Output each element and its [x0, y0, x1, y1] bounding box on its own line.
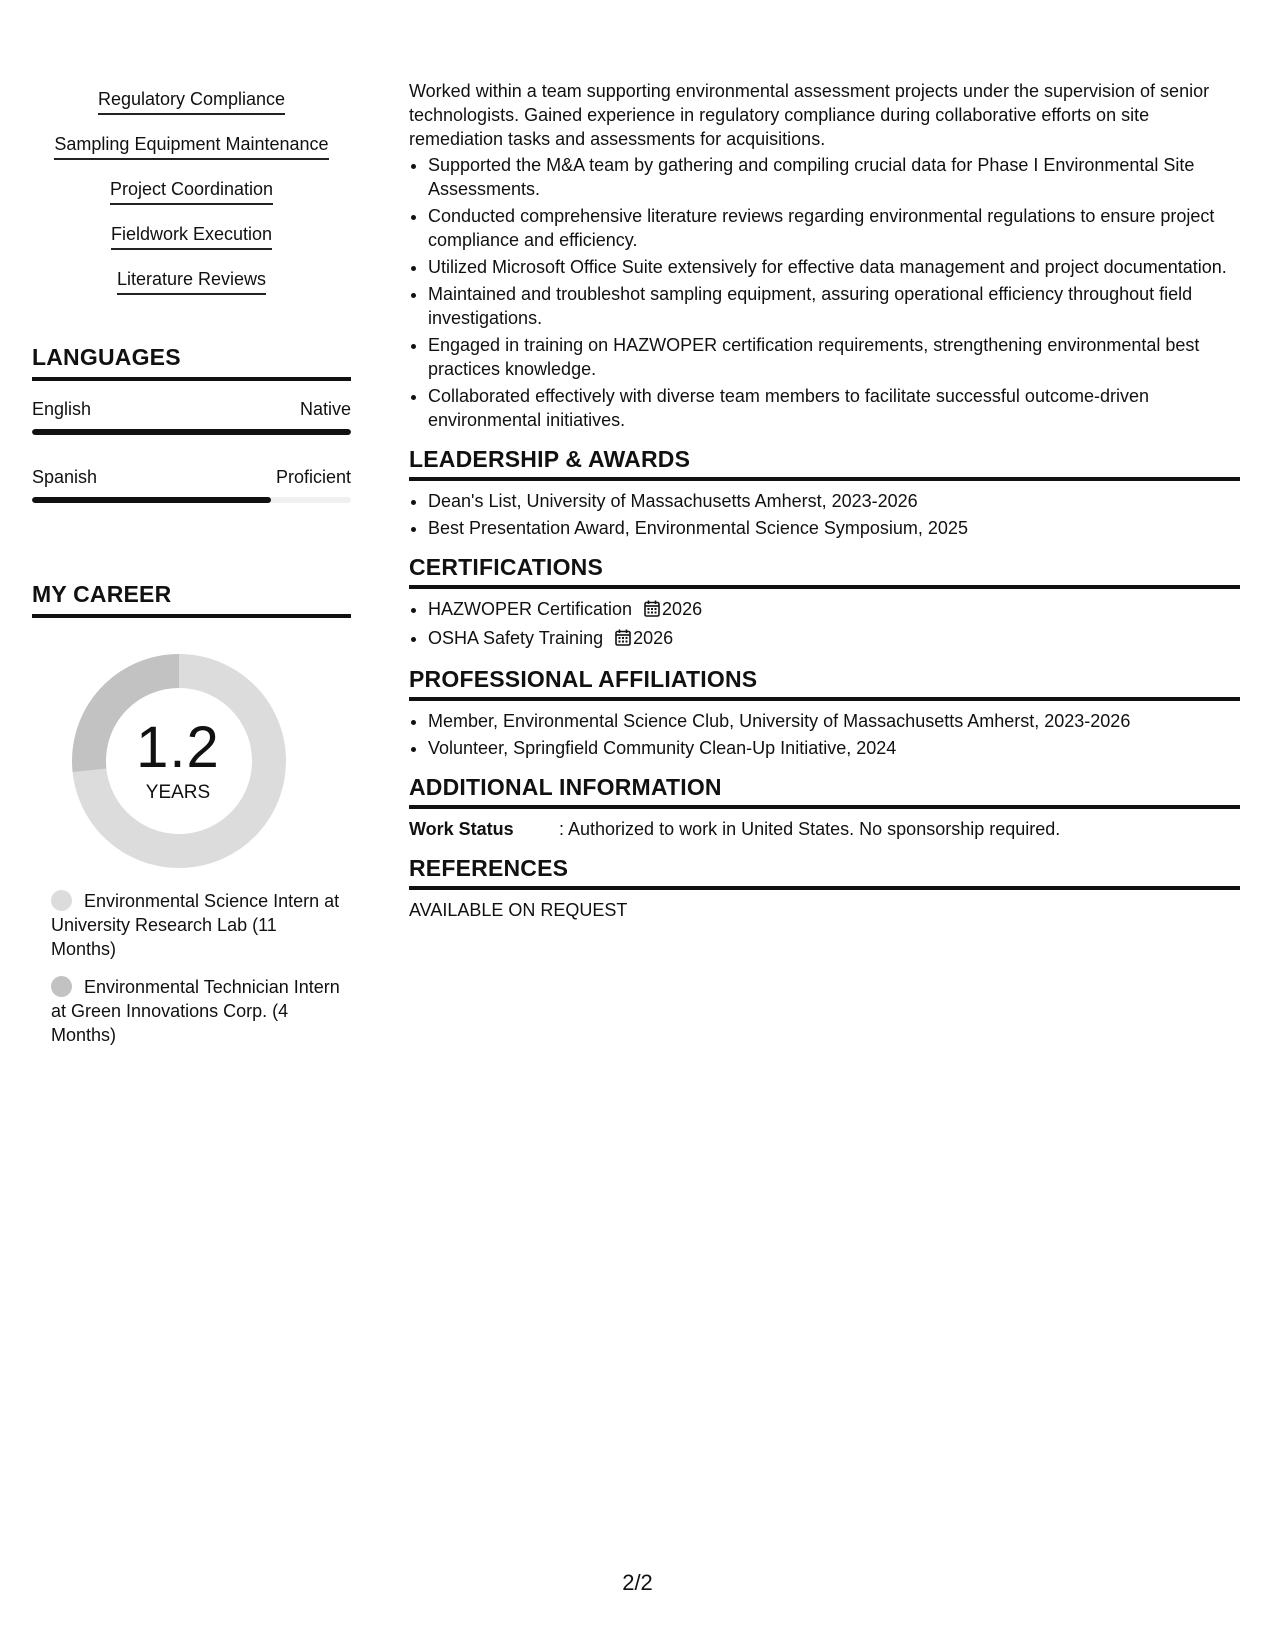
skills-list — [32, 78, 351, 302]
left-column — [32, 78, 351, 1061]
certification-name: OSHA Safety Training — [428, 628, 604, 648]
career-legend-item — [51, 975, 341, 1047]
career-label: Environmental Technician Intern at Green Innovations Corp. (4 Months) — [51, 977, 340, 1045]
certification-year: 2026 — [662, 599, 703, 619]
language-proficiency-bar — [32, 497, 351, 503]
language-name: Spanish — [32, 467, 98, 487]
experience-bullet: • Engaged in training on HAZWOPER certification requirements, strengthening environmental best practices knowledge. — [428, 333, 1240, 381]
right-column — [409, 79, 1240, 922]
leadership-item: • Dean's List, University of Massachusetts Amherst, 2023-2026 — [428, 489, 1240, 513]
career-label: Environmental Science Intern at University Research Lab (11 Months) — [51, 891, 340, 959]
legend-dot-icon — [51, 976, 72, 997]
certifications-list — [409, 597, 1240, 652]
work-status-row — [409, 817, 1240, 841]
references-heading: REFERENCES — [409, 855, 1240, 890]
certification-item — [428, 626, 1240, 652]
page-number: 2/2 — [622, 1570, 653, 1595]
languages-heading: LANGUAGES — [32, 344, 351, 381]
additional-info-heading: ADDITIONAL INFORMATION — [409, 774, 1240, 809]
leadership-list — [409, 489, 1240, 540]
affiliation-item: • Member, Environmental Science Club, University of Massachusetts Amherst, 2023-2026 — [428, 709, 1240, 733]
legend-dot-icon — [51, 890, 72, 911]
language-proficiency-fill — [32, 429, 351, 435]
experience-bullet: • Conducted comprehensive literature reviews regarding environmental regulations to ensure project compliance and efficiency. — [428, 204, 1240, 252]
work-status-label: Work Status — [409, 819, 514, 839]
calendar-icon — [615, 628, 631, 652]
career-legend — [32, 889, 341, 1047]
affiliations-list — [409, 709, 1240, 760]
language-item — [32, 397, 351, 435]
language-level: Native — [299, 399, 351, 419]
leadership-item: • Best Presentation Award, Environmental Science Symposium, 2025 — [428, 516, 1240, 540]
career-legend-item — [51, 889, 341, 961]
affiliation-item: • Volunteer, Springfield Community Clean-Up Initiative, 2024 — [428, 736, 1240, 760]
affiliations-heading: PROFESSIONAL AFFILIATIONS — [409, 666, 1240, 701]
language-proficiency-bar — [32, 429, 351, 435]
experience-summary: Worked within a team supporting environmental assessment projects under the supervision of senior technologists. Gained experience in regulatory compliance during collaborative efforts on site remediation tasks and assessments for acquisitions. — [409, 81, 1210, 149]
language-item — [32, 465, 351, 503]
calendar-icon — [644, 599, 660, 623]
work-status-value: : Authorized to work in United States. No sponsorship required. — [559, 819, 1061, 839]
language-level: Proficient — [275, 467, 351, 487]
skill-tag: Fieldwork Execution — [111, 222, 272, 250]
career-donut-chart — [32, 646, 351, 886]
experience-bullets — [409, 153, 1240, 432]
skill-tag: Literature Reviews — [117, 267, 266, 295]
language-proficiency-fill — [32, 497, 271, 503]
references-text: AVAILABLE ON REQUEST — [409, 900, 628, 920]
career-total-unit: YEARS — [145, 782, 211, 803]
skill-tag: Sampling Equipment Maintenance — [54, 132, 328, 160]
certification-item — [428, 597, 1240, 623]
certifications-heading: CERTIFICATIONS — [409, 554, 1240, 589]
leadership-heading: LEADERSHIP & AWARDS — [409, 446, 1240, 481]
career-total-value: 1.2 — [136, 715, 220, 780]
experience-bullet: • Supported the M&A team by gathering and compiling crucial data for Phase I Environmental Site Assessments. — [428, 153, 1240, 201]
experience-bullet: • Utilized Microsoft Office Suite extensively for effective data management and project documentation. — [428, 255, 1240, 279]
language-name: English — [32, 399, 92, 419]
skill-tag: Regulatory Compliance — [98, 87, 285, 115]
experience-bullet: • Maintained and troubleshot sampling equipment, assuring operational efficiency throughout field investigations. — [428, 282, 1240, 330]
certification-name: HAZWOPER Certification — [428, 599, 633, 619]
career-heading: MY CAREER — [32, 581, 351, 618]
skill-tag: Project Coordination — [110, 177, 273, 205]
certification-year: 2026 — [633, 628, 674, 648]
experience-bullet: • Collaborated effectively with diverse team members to facilitate successful outcome-driven environmental initiatives. — [428, 384, 1240, 432]
